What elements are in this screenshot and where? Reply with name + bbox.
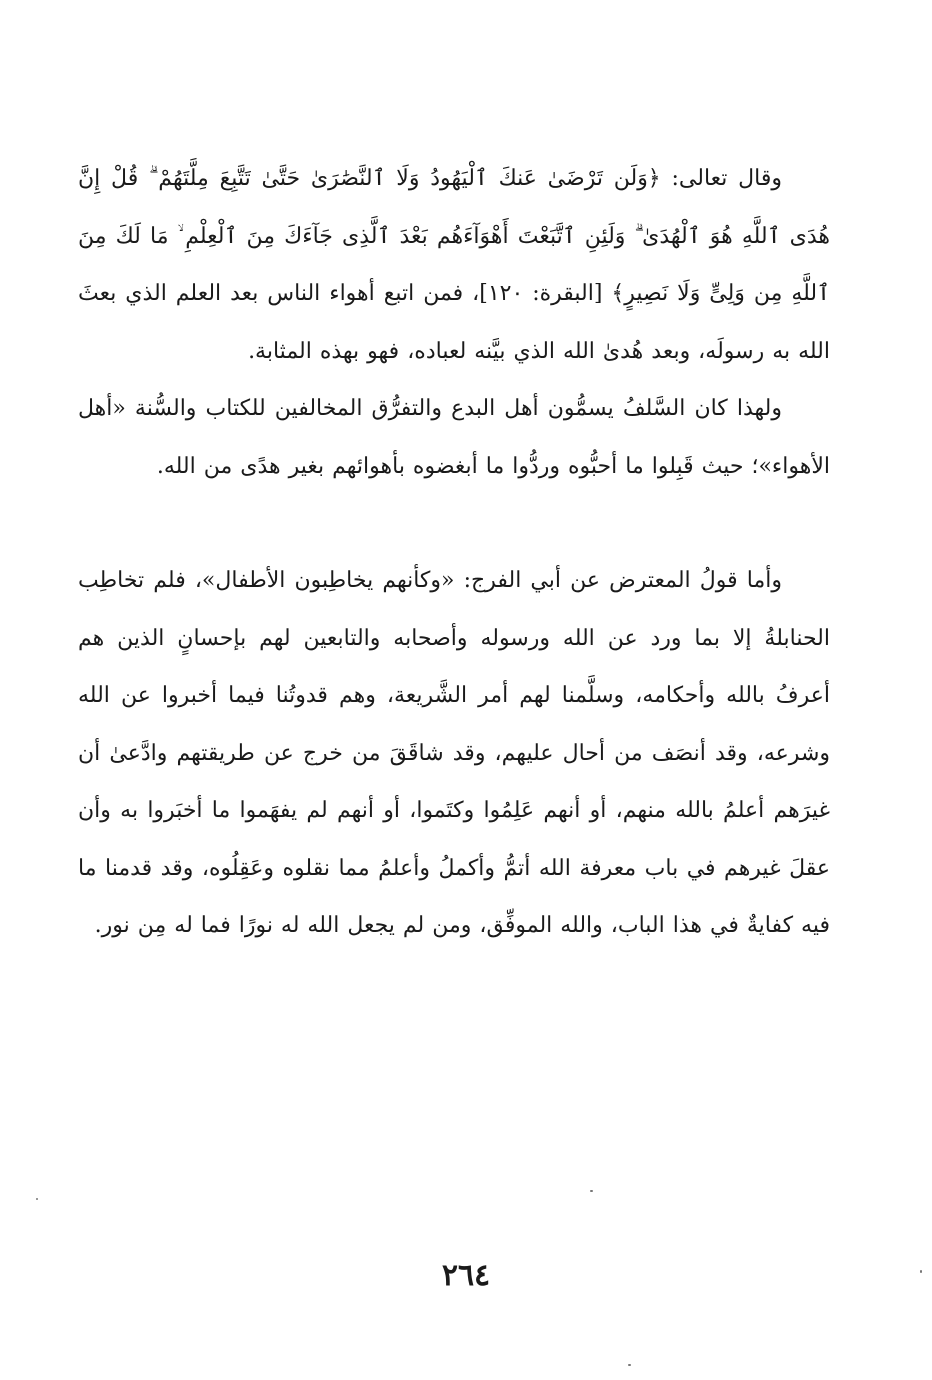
paragraph-salaf: ولهذا كان السَّلفُ يسمُّون أهل البدع والتفرُّق المخالفين للكتاب والسُّنة «أهل الأهواء»؛ حيث قَبِلوا ما أحبُّوه وردُّوا ما أبغضوه بأهوائهم بغير هدًى من الله. xyxy=(78,396,830,479)
scan-speck xyxy=(628,1364,631,1366)
paragraph-quran-verse: وقال تعالى: ﴿وَلَن تَرْضَىٰ عَنكَ ٱلْيَهُودُ وَلَا ٱلنَّصَٰرَىٰ حَتَّىٰ تَتَّبِعَ مِلَّتَهُمْ ۗ قُلْ إِنَّ هُدَى ٱللَّهِ هُوَ ٱلْهُدَىٰ ۗ وَلَئِنِ ٱتَّبَعْتَ أَهْوَآءَهُم بَعْدَ ٱلَّذِى جَآءَكَ مِنَ ٱلْعِلْمِ ۙ مَا لَكَ مِنَ ٱللَّهِ مِن وَلِىٍّ وَلَا نَصِيرٍ﴾ [البقرة: ١٢٠]، فمن اتبع أهواء الناس بعد العلم الذي بعثَ الله به رسولَه، وبعد هُدىٰ الله الذي بيَّنه لعباده، فهو بهذه المثابة. xyxy=(78,166,830,364)
scan-speck xyxy=(920,1270,922,1273)
body-text xyxy=(78,380,830,495)
scan-speck xyxy=(590,1190,593,1192)
scan-speck xyxy=(36,1198,38,1200)
paragraph-reply: وأما قولُ المعترض عن أبي الفرج: «وكأنهم يخاطِبون الأطفال»، فلم تخاطِب الحنابلةُ إلا بما ورد عن الله ورسوله وأصحابه والتابعين لهم بإحسانٍ الذين هم أعرفُ بالله وأحكامه، وسلَّمنا لهم أمر الشَّريعة، وهم قدوتُنا فيما أخبروا عن الله وشرعه، وقد أنصَف من أحال عليهم، وقد شاقَقَ من خرج عن طريقتهم وادَّعىٰ أن غيرَهم أعلمُ بالله منهم، أو أنهم عَلِمُوا وكتَموا، أو أنهم لم يفهَموا ما أخبَروا به وأن عقلَ غيرهم في باب معرفة الله أتمُّ وأكملُ وأعلمُ مما نقلوه وعَقِلُوه، وقد قدمنا ما فيه كفايةٌ في هذا الباب، والله الموفِّق، ومن لم يجعل الله له نورًا فما له مِن نور. xyxy=(78,568,830,938)
body-text xyxy=(78,150,830,380)
body-text xyxy=(78,552,830,955)
page-number: ٢٦٤ xyxy=(441,1258,491,1293)
